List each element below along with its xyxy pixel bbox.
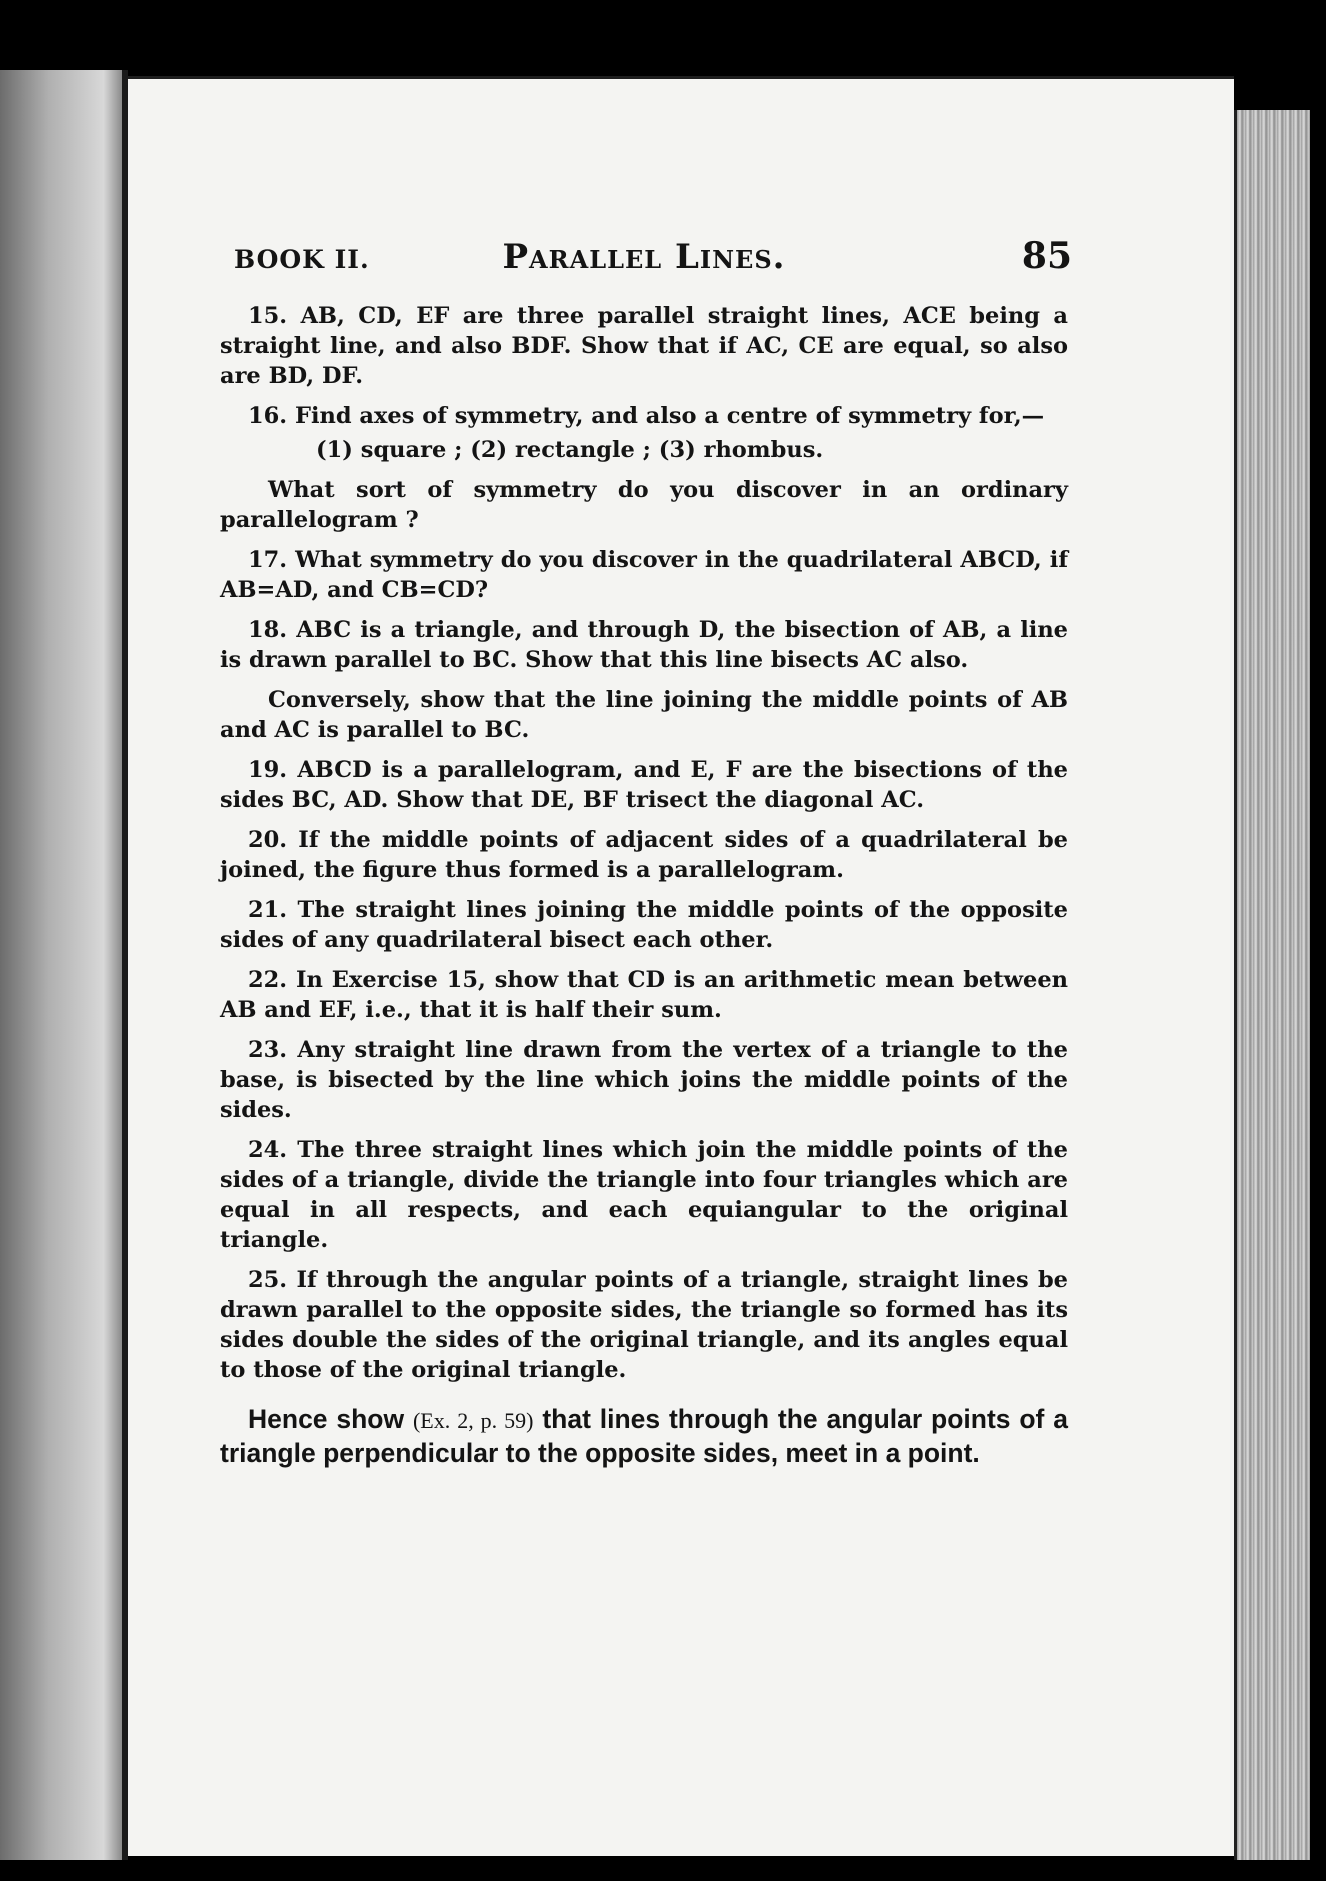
book-page (128, 76, 1234, 1856)
exercise-21: 21. The straight lines joining the middle points of the opposite sides of any quadrilateral bisect each other. (220, 897, 1068, 953)
exercise-22: 22. In Exercise 15, show that CD is an arithmetic mean between AB and EF, i.e., that it is half their sum. (220, 967, 1068, 1023)
final-rest: that lines through the angular points of a triangle perpendicular to the opposite sides, meet in a point. (220, 1404, 1068, 1468)
page-title: Parallel Lines. (502, 237, 786, 277)
final-exercise (220, 1403, 1068, 1469)
exercise-16-items: (1) square ; (2) rectangle ; (3) rhombus. (316, 437, 824, 463)
exercise-18: 18. ABC is a triangle, and through D, the bisection of AB, a line is drawn parallel to BC. Show that this line bisects AC also. (220, 617, 1068, 673)
exercise-19: 19. ABCD is a parallelogram, and E, F are the bisections of the sides BC, AD. Show that DE, BF trisect the diagonal AC. (220, 757, 1068, 813)
final-reference: (Ex. 2, p. 59) (412, 1408, 534, 1433)
final-lead: Hence show (248, 1404, 405, 1434)
exercise-24: 24. The three straight lines which join the middle points of the sides of a triangle, divide the triangle into four triangles which are equal in all respects, and each equiangular to the original triangle. (220, 1137, 1068, 1253)
exercise-23: 23. Any straight line drawn from the vertex of a triangle to the base, is bisected by the line which joins the middle points of the sides. (220, 1037, 1068, 1123)
exercise-15: 15. AB, CD, EF are three parallel straight lines, ACE being a straight line, and also BDF. Show that if AC, CE are equal, so also are BD, DF. (220, 303, 1068, 389)
right-page-stack (1234, 110, 1310, 1860)
book-label: BOOK II. (234, 245, 370, 274)
exercise-17: 17. What symmetry do you discover in the quadrilateral ABCD, if AB=AD, and CB=CD? (220, 547, 1068, 603)
running-header (220, 231, 1072, 301)
exercise-25: 25. If through the angular points of a triangle, straight lines be drawn parallel to the opposite sides, the triangle so formed has its sides double the sides of the original triangle, and its angles equal to those of the original triangle. (220, 1267, 1068, 1383)
exercise-20: 20. If the middle points of adjacent sides of a quadrilateral be joined, the figure thus formed is a parallelogram. (220, 827, 1068, 883)
exercise-18-converse: Conversely, show that the line joining the middle points of AB and AC is parallel to BC. (220, 687, 1068, 743)
page-number: 85 (1021, 235, 1072, 277)
exercise-16-followup: What sort of symmetry do you discover in an ordinary parallelogram ? (220, 477, 1068, 533)
page-content (220, 231, 1072, 1469)
left-page-edge (0, 70, 128, 1860)
exercise-16: 16. Find axes of symmetry, and also a centre of symmetry for,— (248, 403, 1045, 429)
